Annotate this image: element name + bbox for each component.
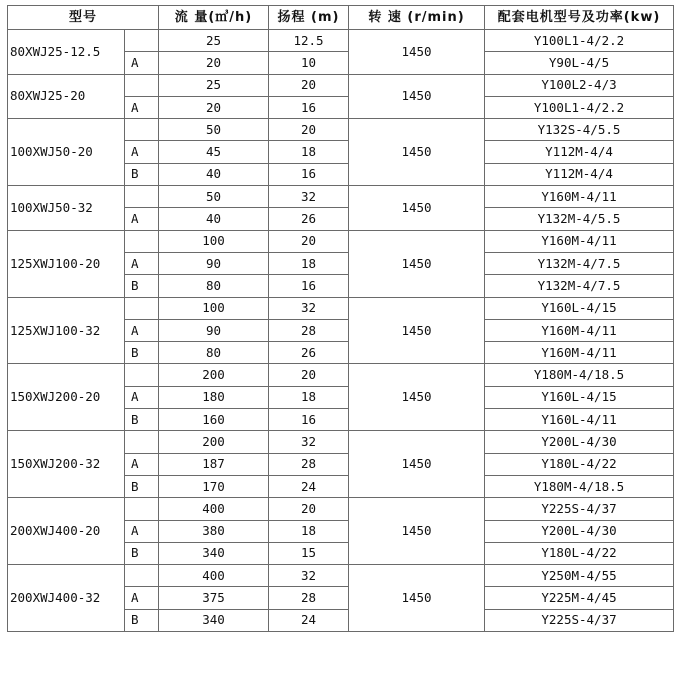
- variant-cell: [125, 30, 159, 52]
- flow-cell: 20: [159, 52, 269, 74]
- variant-cell: B: [125, 275, 159, 297]
- model-cell: 100XWJ50-32: [8, 186, 125, 231]
- variant-cell: [125, 565, 159, 587]
- head-cell: 32: [269, 297, 349, 319]
- motor-cell: Y160M-4/11: [485, 342, 674, 364]
- flow-cell: 40: [159, 208, 269, 230]
- motor-cell: Y132M-4/5.5: [485, 208, 674, 230]
- flow-cell: 170: [159, 475, 269, 497]
- motor-cell: Y225S-4/37: [485, 609, 674, 631]
- variant-cell: A: [125, 319, 159, 341]
- head-cell: 28: [269, 453, 349, 475]
- variant-cell: B: [125, 342, 159, 364]
- flow-cell: 380: [159, 520, 269, 542]
- motor-cell: Y225S-4/37: [485, 498, 674, 520]
- head-cell: 20: [269, 364, 349, 386]
- variant-cell: A: [125, 52, 159, 74]
- flow-cell: 50: [159, 119, 269, 141]
- variant-cell: A: [125, 208, 159, 230]
- motor-cell: Y100L1-4/2.2: [485, 30, 674, 52]
- head-cell: 18: [269, 520, 349, 542]
- spec-table-container: [7, 5, 674, 632]
- flow-cell: 400: [159, 565, 269, 587]
- header-row: [8, 6, 674, 30]
- table-row: [8, 498, 674, 520]
- header-model: 型号: [8, 6, 159, 30]
- variant-cell: [125, 297, 159, 319]
- head-cell: 16: [269, 163, 349, 185]
- flow-cell: 25: [159, 30, 269, 52]
- motor-cell: Y160L-4/11: [485, 409, 674, 431]
- flow-cell: 375: [159, 587, 269, 609]
- speed-cell: 1450: [349, 297, 485, 364]
- variant-cell: B: [125, 163, 159, 185]
- motor-cell: Y132S-4/5.5: [485, 119, 674, 141]
- table-row: [8, 431, 674, 453]
- head-cell: 32: [269, 186, 349, 208]
- variant-cell: B: [125, 542, 159, 564]
- variant-cell: A: [125, 520, 159, 542]
- motor-cell: Y100L1-4/2.2: [485, 96, 674, 118]
- motor-cell: Y132M-4/7.5: [485, 275, 674, 297]
- variant-cell: A: [125, 453, 159, 475]
- model-cell: 80XWJ25-12.5: [8, 30, 125, 75]
- flow-cell: 180: [159, 386, 269, 408]
- speed-cell: 1450: [349, 364, 485, 431]
- table-row: [8, 119, 674, 141]
- motor-cell: Y225M-4/45: [485, 587, 674, 609]
- head-cell: 32: [269, 565, 349, 587]
- motor-cell: Y160M-4/11: [485, 230, 674, 252]
- table-row: [8, 565, 674, 587]
- model-cell: 100XWJ50-20: [8, 119, 125, 186]
- flow-cell: 80: [159, 342, 269, 364]
- variant-cell: [125, 498, 159, 520]
- motor-cell: Y90L-4/5: [485, 52, 674, 74]
- head-cell: 16: [269, 409, 349, 431]
- head-cell: 28: [269, 587, 349, 609]
- head-cell: 32: [269, 431, 349, 453]
- variant-cell: [125, 186, 159, 208]
- head-cell: 12.5: [269, 30, 349, 52]
- flow-cell: 90: [159, 252, 269, 274]
- variant-cell: B: [125, 475, 159, 497]
- head-cell: 20: [269, 230, 349, 252]
- head-cell: 16: [269, 96, 349, 118]
- motor-cell: Y200L-4/30: [485, 431, 674, 453]
- model-cell: 150XWJ200-32: [8, 431, 125, 498]
- speed-cell: 1450: [349, 119, 485, 186]
- table-row: [8, 297, 674, 319]
- speed-cell: 1450: [349, 230, 485, 297]
- motor-cell: Y132M-4/7.5: [485, 252, 674, 274]
- variant-cell: B: [125, 609, 159, 631]
- table-row: [8, 230, 674, 252]
- speed-cell: 1450: [349, 186, 485, 231]
- header-head: 扬程 (m): [269, 6, 349, 30]
- model-cell: 200XWJ400-32: [8, 565, 125, 632]
- flow-cell: 160: [159, 409, 269, 431]
- flow-cell: 20: [159, 96, 269, 118]
- speed-cell: 1450: [349, 431, 485, 498]
- head-cell: 16: [269, 275, 349, 297]
- head-cell: 18: [269, 252, 349, 274]
- flow-cell: 25: [159, 74, 269, 96]
- flow-cell: 100: [159, 297, 269, 319]
- variant-cell: [125, 119, 159, 141]
- speed-cell: 1450: [349, 565, 485, 632]
- motor-cell: Y180L-4/22: [485, 542, 674, 564]
- speed-cell: 1450: [349, 30, 485, 75]
- variant-cell: A: [125, 96, 159, 118]
- table-body: [8, 30, 674, 632]
- flow-cell: 200: [159, 431, 269, 453]
- model-cell: 125XWJ100-20: [8, 230, 125, 297]
- head-cell: 20: [269, 74, 349, 96]
- table-row: [8, 74, 674, 96]
- motor-cell: Y250M-4/55: [485, 565, 674, 587]
- flow-cell: 45: [159, 141, 269, 163]
- head-cell: 28: [269, 319, 349, 341]
- motor-cell: Y112M-4/4: [485, 163, 674, 185]
- header-speed: 转 速 (r/min): [349, 6, 485, 30]
- model-cell: 80XWJ25-20: [8, 74, 125, 119]
- model-cell: 150XWJ200-20: [8, 364, 125, 431]
- head-cell: 24: [269, 609, 349, 631]
- variant-cell: A: [125, 386, 159, 408]
- header-motor: 配套电机型号及功率(kw): [485, 6, 674, 30]
- flow-cell: 340: [159, 542, 269, 564]
- motor-cell: Y112M-4/4: [485, 141, 674, 163]
- flow-cell: 40: [159, 163, 269, 185]
- table-row: [8, 186, 674, 208]
- flow-cell: 340: [159, 609, 269, 631]
- variant-cell: [125, 364, 159, 386]
- flow-cell: 80: [159, 275, 269, 297]
- head-cell: 26: [269, 208, 349, 230]
- flow-cell: 100: [159, 230, 269, 252]
- variant-cell: B: [125, 409, 159, 431]
- model-cell: 200XWJ400-20: [8, 498, 125, 565]
- flow-cell: 400: [159, 498, 269, 520]
- variant-cell: [125, 230, 159, 252]
- head-cell: 18: [269, 386, 349, 408]
- speed-cell: 1450: [349, 74, 485, 119]
- speed-cell: 1450: [349, 498, 485, 565]
- pump-spec-table: [7, 5, 674, 632]
- motor-cell: Y180L-4/22: [485, 453, 674, 475]
- motor-cell: Y180M-4/18.5: [485, 475, 674, 497]
- table-row: [8, 364, 674, 386]
- motor-cell: Y160L-4/15: [485, 386, 674, 408]
- head-cell: 24: [269, 475, 349, 497]
- motor-cell: Y160L-4/15: [485, 297, 674, 319]
- flow-cell: 50: [159, 186, 269, 208]
- flow-cell: 200: [159, 364, 269, 386]
- flow-cell: 187: [159, 453, 269, 475]
- variant-cell: A: [125, 587, 159, 609]
- head-cell: 10: [269, 52, 349, 74]
- header-flow: 流 量(㎥/h): [159, 6, 269, 30]
- motor-cell: Y160M-4/11: [485, 186, 674, 208]
- flow-cell: 90: [159, 319, 269, 341]
- head-cell: 20: [269, 498, 349, 520]
- head-cell: 18: [269, 141, 349, 163]
- head-cell: 26: [269, 342, 349, 364]
- motor-cell: Y100L2-4/3: [485, 74, 674, 96]
- head-cell: 20: [269, 119, 349, 141]
- variant-cell: [125, 431, 159, 453]
- motor-cell: Y180M-4/18.5: [485, 364, 674, 386]
- motor-cell: Y200L-4/30: [485, 520, 674, 542]
- head-cell: 15: [269, 542, 349, 564]
- variant-cell: A: [125, 252, 159, 274]
- variant-cell: [125, 74, 159, 96]
- model-cell: 125XWJ100-32: [8, 297, 125, 364]
- motor-cell: Y160M-4/11: [485, 319, 674, 341]
- variant-cell: A: [125, 141, 159, 163]
- table-row: [8, 30, 674, 52]
